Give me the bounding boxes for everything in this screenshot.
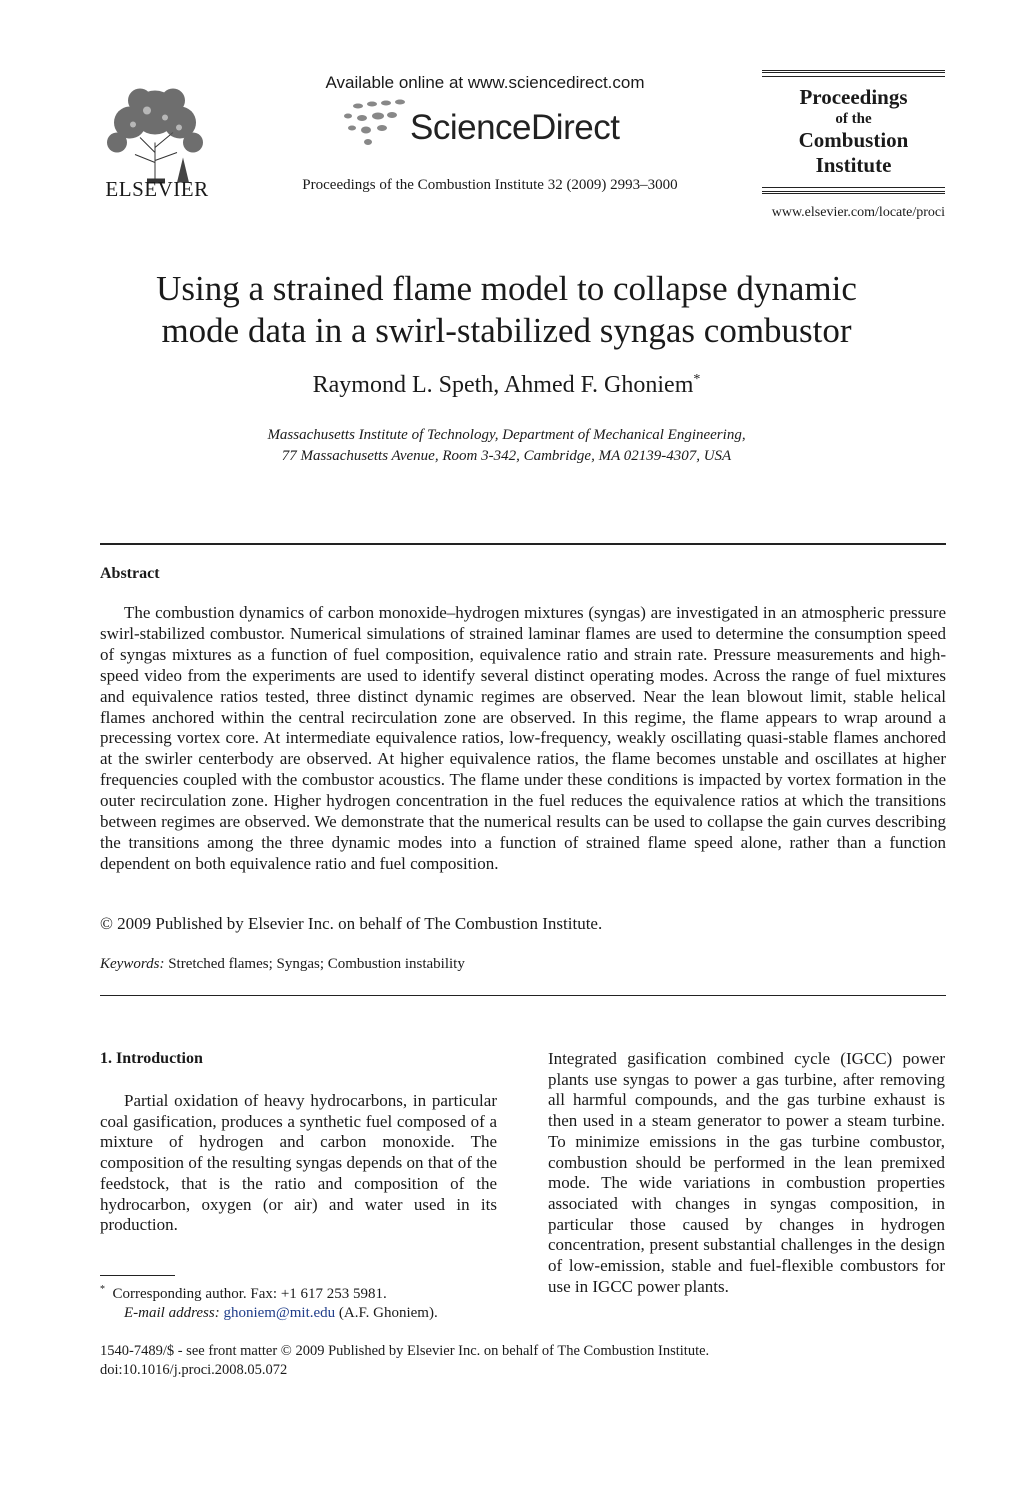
title-line-2: mode data in a swirl-stabilized syngas combustor [161,311,852,350]
page-footer [100,1342,709,1380]
journal-box-line4: Institute [815,153,892,178]
available-online-text[interactable]: Available online at www.sciencedirect.com [325,73,645,92]
intro-left-column: Partial oxidation of heavy hydrocarbons, in particular coal gasification, produces a synthetic fuel composed of a mixture of hydrogen and carbon monoxide. The composition of the resulting syngas depends on that of the feedstock, that is the ratio and composition of the hydrocarbon, oxygen (or air) and water used in its production. [100,1091,497,1235]
intro-right-column: Integrated gasification combined cycle (IGCC) power plants use syngas to power a gas turbine, after removing all harmful compounds, and the gas turbine exhaust is then used in a steam generator to power a steam turbine. To minimize emissions in the gas turbine combustor, combustion should be performed in the lean premixed mode. The wide variations in combustion properties associated with changes in syngas composition, in particular those caused by changes in hydrogen concentration, present substantial challenges in the design of low-emission, stable and fuel-flexible combustors for use in IGCC power plants. [548,1049,945,1296]
footnote-email-label: E-mail address: [124,1305,220,1321]
sciencedirect-dots-icon [340,98,410,148]
section-heading-introduction: 1. Introduction [100,1050,203,1067]
journal-url-link[interactable]: www.elsevier.com/locate/proci [771,205,945,220]
affiliation-line-2: 77 Massachusetts Avenue, Room 3-342, Cambridge, MA 02139-4307, USA [281,448,732,464]
title-line-1: Using a strained flame model to collapse dynamic [156,269,857,308]
article-title [60,268,953,352]
authors-text: Raymond L. Speth, Ahmed F. Ghoniem [312,372,694,398]
footer-doi[interactable]: doi:10.1016/j.proci.2008.05.072 [100,1362,288,1378]
footnote [100,1280,500,1323]
affiliation-line-1: Massachusetts Institute of Technology, Department of Mechanical Engineering, [267,427,746,443]
journal-box-line2: of the [835,111,872,128]
author-list [60,372,953,399]
keywords [100,956,465,973]
footnote-corresponding: Corresponding author. Fax: +1 617 253 5981. [112,1286,387,1302]
keywords-list: Stretched flames; Syngas; Combustion instability [168,956,465,972]
abstract-top-rule [100,543,946,545]
footnote-rule [100,1275,175,1276]
abstract-text: The combustion dynamics of carbon monoxide–hydrogen mixtures (syngas) are investigated in an atmospheric pressure swirl-stabilized combustor. Numerical simulations of strained laminar flames are used to determine the consumption speed of syngas mixtures as a function of fuel composition, equivalence ratio and strain rate. Pressure measurements and high-speed video from the experiments are used to identify several distinct operating modes. Across the range of fuel mixtures and equivalence ratios tested, three distinct dynamic regimes are observed. Near the lean blowout limit, stable helical flames anchored within the central recirculation zone are observed. In this regime, the flame appears to wrap around a precessing vortex core. At intermediate equivalence ratios, low-frequency, weakly oscillating quasi-stable flames anchored at the swirler centerbody are observed. At higher equivalence ratios, the flame becomes unstable and oscillates at higher frequencies coupled with the combustor acoustics. The flame under these conditions is impacted by vortex formation in the outer recirculation zone. Higher hydrogen concentration in the fuel reduces the equivalence ratios at which the transitions between regimes are observed. We demonstrate that the numerical results can be used to collapse the gain curves describing the transitions among the three dynamic modes into a function of strained flame speed alone, rather than a function dependent on both equivalence ratio and fuel composition. [100,603,946,873]
affiliation [60,425,953,467]
keywords-label: Keywords: [100,956,165,972]
footnote-email-link[interactable]: ghoniem@mit.edu [223,1305,336,1321]
journal-box-line3: Combustion [798,128,909,153]
footnote-mark: * [100,1284,105,1295]
abstract-heading: Abstract [100,565,160,582]
journal-citation: Proceedings of the Combustion Institute 32 (2009) 2993–3000 [302,177,678,193]
abstract-copyright: © 2009 Published by Elsevier Inc. on behalf of The Combustion Institute. [100,914,603,933]
abstract-bottom-rule [100,995,946,996]
journal-box-line1: Proceedings [799,85,908,109]
corresponding-author-mark[interactable]: * [693,372,701,387]
footnote-email-suffix: (A.F. Ghoniem). [338,1305,438,1321]
journal-title-box [762,70,945,194]
publisher-name: ELSEVIER [105,177,209,201]
footer-front-matter: 1540-7489/$ - see front matter © 2009 Published by Elsevier Inc. on behalf of The Combustion Institute. [100,1343,710,1359]
sciencedirect-logo-text: ScienceDirect [410,108,620,147]
